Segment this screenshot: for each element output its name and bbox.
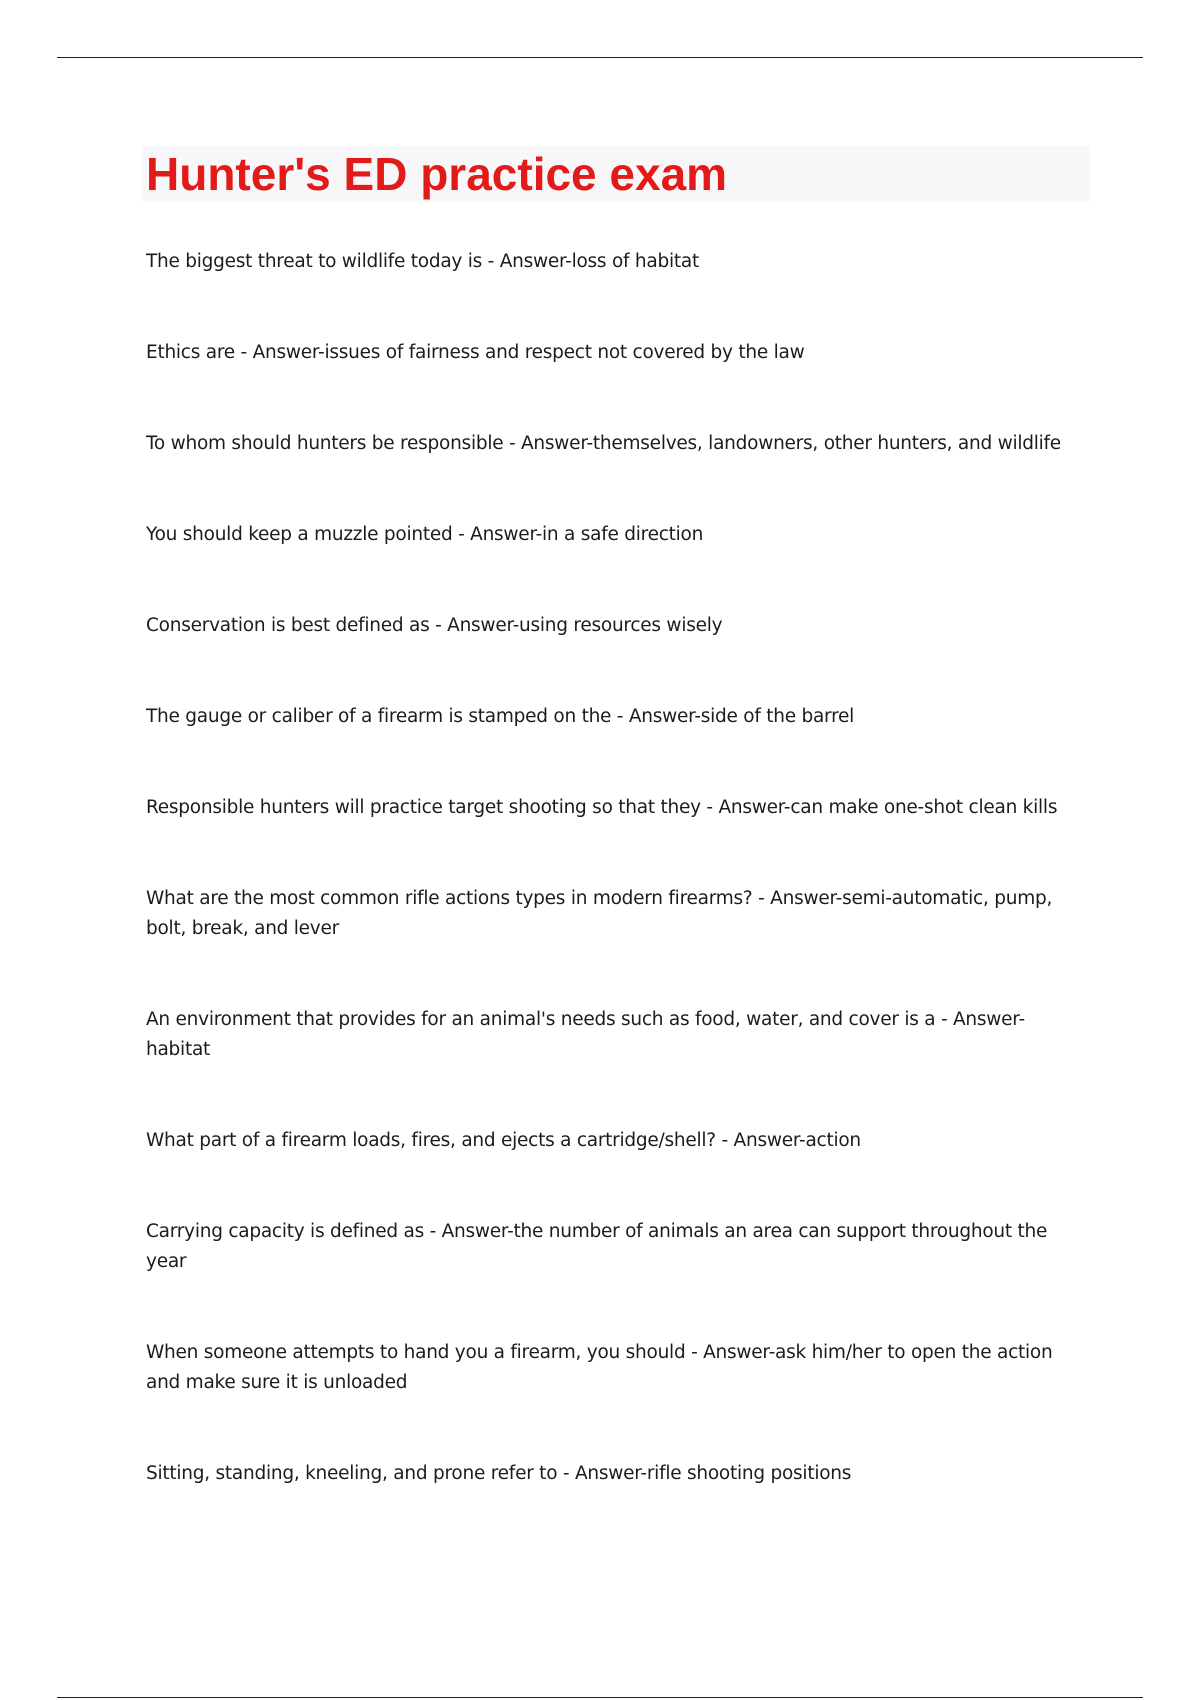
header-rule bbox=[57, 57, 1143, 58]
qa-item: To whom should hunters be responsible - Answer-themselves, landowners, other hunters, and wildlife bbox=[146, 433, 1061, 454]
qa-item: Ethics are - Answer-issues of fairness and respect not covered by the law bbox=[146, 342, 805, 363]
qa-item: An environment that provides for an animal's needs such as food, water, and cover is a - Answer-habitat bbox=[146, 1009, 1025, 1060]
qa-item: Sitting, standing, kneeling, and prone refer to - Answer-rifle shooting positions bbox=[146, 1463, 852, 1484]
qa-item: Responsible hunters will practice target shooting so that they - Answer-can make one-shot clean kills bbox=[146, 797, 1058, 818]
qa-item: Carrying capacity is defined as - Answer-the number of animals an area can support throughout the year bbox=[146, 1221, 1048, 1272]
footer-rule bbox=[57, 1697, 1143, 1698]
qa-item: You should keep a muzzle pointed - Answer-in a safe direction bbox=[146, 524, 704, 545]
qa-list bbox=[146, 247, 1086, 1550]
qa-item: When someone attempts to hand you a firearm, you should - Answer-ask him/her to open the action and make sure it is unloaded bbox=[146, 1342, 1053, 1393]
qa-item: The biggest threat to wildlife today is - Answer-loss of habitat bbox=[146, 251, 699, 272]
qa-item: What part of a firearm loads, fires, and ejects a cartridge/shell? - Answer-action bbox=[146, 1130, 861, 1151]
page-title: Hunter's ED practice exam bbox=[146, 148, 728, 200]
qa-item: Conservation is best defined as - Answer-using resources wisely bbox=[146, 615, 723, 636]
qa-item: The gauge or caliber of a firearm is stamped on the - Answer-side of the barrel bbox=[146, 706, 855, 727]
qa-item: What are the most common rifle actions types in modern firearms? - Answer-semi-automatic, pump, bolt, break, and lever bbox=[146, 888, 1053, 939]
